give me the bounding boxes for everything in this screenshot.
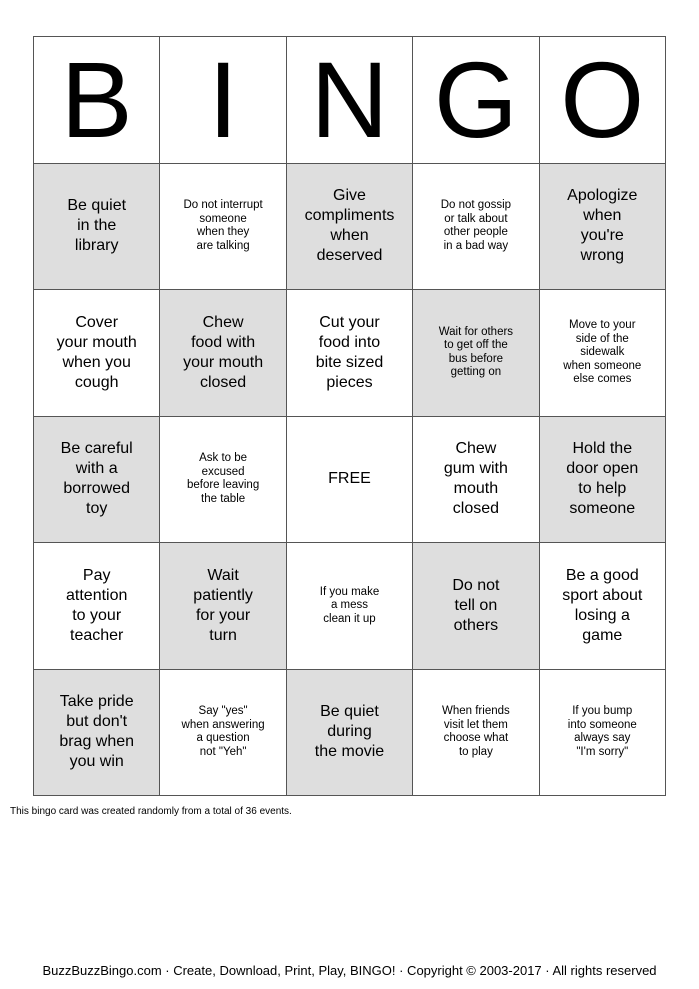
bingo-square[interactable] (34, 543, 160, 670)
header-letter: O (560, 38, 645, 160)
square-text: Cover your mouth when you cough (56, 313, 137, 391)
square-text: FREE (328, 470, 371, 488)
bingo-square[interactable] (540, 670, 666, 797)
bingo-square[interactable] (34, 670, 160, 797)
bingo-square[interactable] (287, 543, 413, 670)
square-text: Do not tell on others (452, 576, 500, 634)
square-text: Take pride but don't brag when you win (59, 693, 135, 771)
bingo-square[interactable] (34, 164, 160, 291)
header-cell-o (540, 37, 666, 164)
free-space[interactable] (287, 417, 413, 544)
bingo-square[interactable] (413, 543, 539, 670)
square-text: If you bump into someone always say "I'm sorry" (567, 705, 637, 758)
bingo-square[interactable] (413, 164, 539, 291)
square-text: Hold the door open to help someone (566, 440, 639, 518)
events-note: This bingo card was created randomly from a total of 36 events. (10, 806, 292, 817)
square-text: Chew food with your mouth closed (183, 313, 264, 391)
bingo-square[interactable] (160, 164, 286, 291)
square-text: Wait for others to get off the bus before getting on (438, 325, 514, 379)
square-text: Move to your side of the sidewalk when someone else comes (563, 319, 642, 385)
square-text: Do not interrupt someone when they are talking (183, 199, 263, 252)
square-text: Be quiet in the library (67, 197, 127, 255)
site-footer: BuzzBuzzBingo.com · Create, Download, Print, Play, BINGO! · Copyright © 2003-2017 · All rights reserved (42, 963, 657, 978)
square-text: Cut your food into bite sized pieces (315, 313, 384, 391)
bingo-square[interactable] (160, 670, 286, 797)
bingo-square[interactable] (160, 543, 286, 670)
bingo-square[interactable] (160, 290, 286, 417)
square-text: Give compliments when deserved (304, 187, 395, 265)
square-text: Say "yes" when answering a question not "Yeh" (181, 705, 265, 758)
header-letter: G (433, 38, 518, 160)
header-letter: I (208, 38, 239, 160)
bingo-square[interactable] (287, 290, 413, 417)
header-cell-g (413, 37, 539, 164)
bingo-square[interactable] (160, 417, 286, 544)
header-cell-b (34, 37, 160, 164)
bingo-square[interactable] (540, 417, 666, 544)
square-text: Pay attention to your teacher (66, 566, 128, 644)
square-text: Chew gum with mouth closed (443, 440, 508, 518)
bingo-square[interactable] (34, 290, 160, 417)
bingo-square[interactable] (540, 543, 666, 670)
bingo-square[interactable] (287, 164, 413, 291)
square-text: Apologize when you're wrong (567, 187, 638, 265)
header-letter: B (60, 38, 133, 160)
header-cell-i (160, 37, 286, 164)
bingo-square[interactable] (413, 670, 539, 797)
header-cell-n (287, 37, 413, 164)
square-text: Ask to be excused before leaving the table (186, 452, 260, 505)
header-letter: N (310, 38, 389, 160)
bingo-square[interactable] (413, 417, 539, 544)
bingo-card (33, 36, 666, 796)
bingo-square[interactable] (413, 290, 539, 417)
square-text: When friends visit let them choose what to play (442, 705, 510, 758)
square-text: Be careful with a borrowed toy (60, 440, 133, 518)
bingo-square[interactable] (287, 670, 413, 797)
square-text: Be a good sport about losing a game (562, 566, 643, 644)
square-text: If you make a mess clean it up (319, 585, 380, 625)
square-text: Wait patiently for your turn (193, 566, 253, 644)
bingo-square[interactable] (540, 290, 666, 417)
bingo-square[interactable] (34, 417, 160, 544)
square-text: Do not gossip or talk about other people in a bad way (440, 199, 512, 252)
square-text: Be quiet during the movie (314, 703, 385, 761)
bingo-square[interactable] (540, 164, 666, 291)
